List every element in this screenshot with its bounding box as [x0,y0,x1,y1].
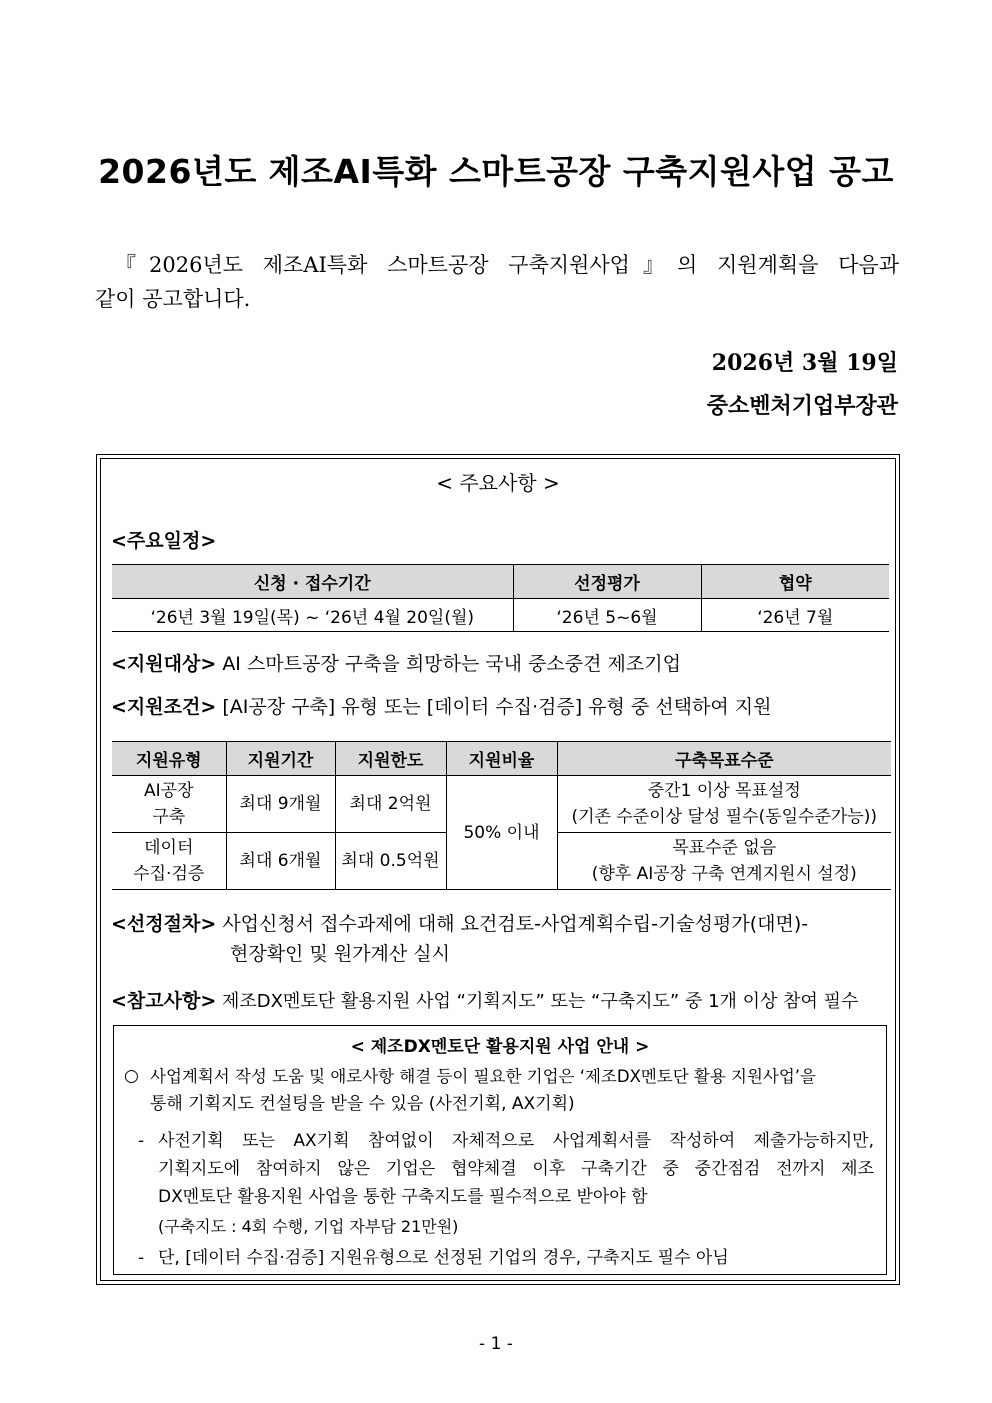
type-limit-cell: 최대 0.5억원 [335,833,446,890]
key-points-box [96,454,900,1285]
schedule-cell: ‘26년 5~6월 [513,599,701,632]
type-goal-line: 중간1 이상 목표설정 [647,781,801,801]
type-name-line: 데이터 [144,838,194,858]
type-goal-line: 목표수준 없음 [672,838,777,858]
selection-label: <선정절차> [111,913,217,935]
key-points-title: < 주요사항 > [436,471,560,495]
types-header-cell: 지원유형 [112,742,226,776]
selection-line-1 [111,909,893,939]
announcement-issuer: 중소벤처기업부장관 [706,393,898,419]
type-goal-line: (향후 AI공장 구축 연계지원시 설정) [591,864,857,884]
mentor-info-box [113,1025,887,1275]
reference-text: 제조DX멘토단 활용지원 사업 “기획지도” 또는 “구축지도” 중 1개 이상 참여 필수 [222,991,859,1012]
bullet-line-1: 사업계획서 작성 도움 및 애로사항 해결 등이 필요한 기업은 ‘제조DX멘토단 활용 지원사업’을 [150,1067,816,1086]
type-goal-cell [557,776,891,833]
type-name-cell [112,776,226,833]
support-types-table [112,741,891,890]
schedule-cell: ‘26년 3월 19일(목) ~ ‘26년 4월 20일(월) [112,599,513,632]
intro-paragraph [95,248,899,316]
page-title: 2026년도 제조AI특화 스마트공장 구축지원사업 공고 [98,152,894,191]
type-goal-line: (기존 수준이상 달성 필수(동일수준가능)) [571,807,877,827]
types-header-cell: 지원기간 [226,742,335,776]
mentor-box-title: < 제조DX멘토단 활용지원 사업 안내 > [350,1037,650,1057]
schedule-header-row [112,565,889,599]
support-condition-text: [AI공장 구축] 유형 또는 [데이터 수집·검증] 유형 중 선택하여 지원 [222,696,772,718]
type-period-cell: 최대 9개월 [226,776,335,833]
support-condition-label: <지원조건> [111,696,217,718]
types-header-cell: 지원한도 [335,742,446,776]
dash1-line-1: 사전기획 또는 AX기획 참여없이 자체적으로 사업계획서를 작성하여 제출가능하지만, [158,1131,874,1151]
type-period-cell: 최대 6개월 [226,833,335,890]
dash-marker: - [138,1131,145,1151]
intro-line-1: 『2026년도 제조AI특화 스마트공장 구축지원사업』의 지원계획을 다음과 [115,253,899,277]
support-target-label: <지원대상> [111,653,217,675]
dash-marker: - [138,1248,145,1268]
intro-line-2: 같이 공고합니다. [95,287,251,311]
schedule-header-cell: 신청 · 접수기간 [112,565,513,599]
type-name-cell [112,833,226,890]
type-goal-cell [557,833,891,890]
types-header-row [112,742,891,776]
selection-procedure [111,909,893,969]
support-condition-line [111,692,771,719]
schedule-cell: ‘26년 7월 [701,599,889,632]
announcement-date: 2026년 3월 19일 [711,350,898,376]
dash1-line-3: DX멘토단 활용지원 사업을 통한 구축지도를 필수적으로 받아야 함 [158,1187,648,1207]
dash1-line-4: (구축지도 : 4회 수행, 기업 자부담 21만원) [158,1217,459,1236]
types-header-cell: 구축목표수준 [557,742,891,776]
type-name-line: 구축 [152,807,186,827]
schedule-heading: <주요일정> [111,530,217,552]
type-ratio-cell: 50% 이내 [446,776,557,890]
support-target-line [111,649,681,676]
reference-line [111,986,858,1013]
announcement-signature [707,342,898,428]
key-points-inner-frame [100,458,896,1281]
types-row [112,776,891,833]
schedule-header-cell: 선정평가 [513,565,701,599]
schedule-table [112,564,889,632]
type-name-line: AI공장 [144,781,194,801]
support-target-text: AI 스마트공장 구축을 희망하는 국내 중소중견 제조기업 [222,653,681,675]
page-number: - 1 - [479,1334,513,1354]
schedule-header-cell: 협약 [701,565,889,599]
dash1-line-2: 기획지도에 참여하지 않은 기업은 협약체결 이후 구축기간 중 중간점검 전까지 제조 [158,1159,874,1179]
dash2-text: 단, [데이터 수집·검증] 지원유형으로 선정된 기업의 경우, 구축지도 필수 아님 [158,1248,729,1268]
selection-line-2: 현장확인 및 원가계산 실시 [230,943,451,965]
schedule-row [112,599,889,632]
reference-label: <참고사항> [111,990,217,1012]
bullet-line-2: 통해 기획지도 컨설팅을 받을 수 있음 (사전기획, AX기획) [150,1094,575,1114]
type-limit-cell: 최대 2억원 [335,776,446,833]
types-header-cell: 지원비율 [446,742,557,776]
type-name-line: 수집·검증 [133,864,205,884]
selection-text: 사업신청서 접수과제에 대해 요건검토-사업계획수립-기술성평가(대면)- [222,913,809,935]
bullet-marker: ○ [124,1066,139,1086]
